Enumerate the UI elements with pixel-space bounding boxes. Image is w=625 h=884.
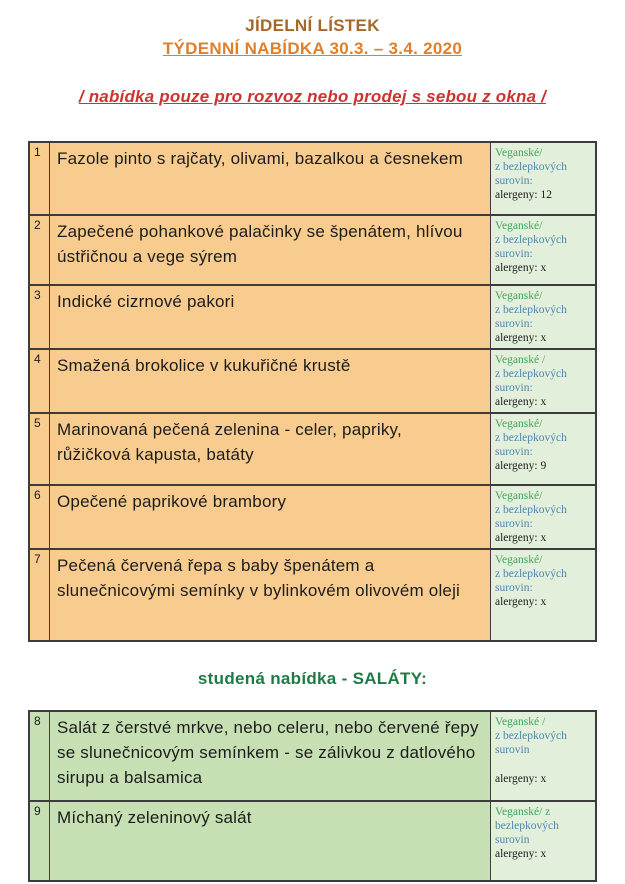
dish-name: Fazole pinto s rajčaty, olivami, bazalkou a česnekem (50, 143, 491, 214)
diet-info-cell (491, 414, 595, 484)
menu-row (30, 548, 595, 640)
diet-info-cell (491, 350, 595, 412)
allergens-label: alergeny: 12 (495, 189, 552, 201)
allergens-label: alergeny: x (495, 532, 547, 544)
vegan-label: Veganské / (495, 716, 546, 728)
vegan-label: Veganské/ (495, 220, 543, 232)
row-number: 6 (30, 486, 50, 548)
dish-name: Zapečené pohankové palačinky se špenátem, hlívou ústřičnou a vege sýrem (50, 216, 491, 284)
gluten-free-label: z bezlepkových surovin: (495, 161, 567, 187)
diet-info-cell (491, 216, 595, 284)
gluten-free-label: z bezlepkových surovin: (495, 234, 567, 260)
gluten-free-label: bezlepkových surovin (495, 820, 559, 846)
menu-row (30, 284, 595, 348)
allergens-label: alergeny: x (495, 848, 547, 860)
diet-info-cell (491, 802, 595, 880)
row-number: 7 (30, 550, 50, 640)
diet-info-cell (491, 550, 595, 640)
document-header (0, 0, 625, 59)
page-title: JÍDELNÍ LÍSTEK (245, 16, 380, 35)
dish-name: Indické cizrnové pakori (50, 286, 491, 348)
vegan-label: Veganské/ (495, 418, 543, 430)
allergens-label: alergeny: x (495, 262, 547, 274)
row-number: 2 (30, 216, 50, 284)
vegan-label: Veganské/ z (495, 806, 551, 818)
delivery-notice: / nabídka pouze pro rozvoz nebo prodej s sebou z okna / (78, 87, 547, 106)
gluten-free-label: z bezlepkových surovin: (495, 568, 567, 594)
salads-section-title: studená nabídka - SALÁTY: (197, 669, 428, 688)
dish-name: Salát z čerstvé mrkve, nebo celeru, nebo červené řepy se slunečnicovým semínkem - se zálivkou z datlového sirupu a balsamica (50, 712, 491, 800)
allergens-label: alergeny: x (495, 332, 547, 344)
menu-row (30, 348, 595, 412)
gluten-free-label: z bezlepkových surovin: (495, 432, 567, 458)
allergens-label: alergeny: x (495, 773, 547, 785)
page-subtitle: TÝDENNÍ NABÍDKA 30.3. – 3.4. 2020 (162, 39, 463, 58)
menu-row (30, 412, 595, 484)
row-number: 1 (30, 143, 50, 214)
row-number: 8 (30, 712, 50, 800)
dish-name: Míchaný zeleninový salát (50, 802, 491, 880)
dish-name: Pečená červená řepa s baby špenátem a slunečnicovými semínky v bylinkovém olivovém oleji (50, 550, 491, 640)
menu-row (30, 800, 595, 880)
cold-menu-table (28, 710, 597, 882)
diet-info-cell (491, 143, 595, 214)
diet-info-cell (491, 486, 595, 548)
menu-row (30, 484, 595, 548)
gluten-free-label: z bezlepkových surovin: (495, 504, 567, 530)
warm-menu-table (28, 141, 597, 642)
row-number: 4 (30, 350, 50, 412)
gluten-free-label: z bezlepkových surovin: (495, 368, 567, 394)
gluten-free-label: z bezlepkových surovin: (495, 304, 567, 330)
dish-name: Marinovaná pečená zelenina - celer, papriky, růžičková kapusta, batáty (50, 414, 491, 484)
menu-row (30, 143, 595, 214)
allergens-label: alergeny: x (495, 396, 547, 408)
row-number: 5 (30, 414, 50, 484)
vegan-label: Veganské / (495, 354, 546, 366)
gluten-free-label: z bezlepkových surovin (495, 730, 567, 756)
allergens-label: alergeny: x (495, 596, 547, 608)
diet-info-cell (491, 286, 595, 348)
vegan-label: Veganské/ (495, 147, 543, 159)
menu-row (30, 214, 595, 284)
allergens-label: alergeny: 9 (495, 460, 547, 472)
row-number: 3 (30, 286, 50, 348)
vegan-label: Veganské/ (495, 490, 543, 502)
vegan-label: Veganské/ (495, 554, 543, 566)
dish-name: Opečené paprikové brambory (50, 486, 491, 548)
vegan-label: Veganské/ (495, 290, 543, 302)
row-number: 9 (30, 802, 50, 880)
dish-name: Smažená brokolice v kukuřičné krustě (50, 350, 491, 412)
diet-info-cell (491, 712, 595, 800)
menu-row (30, 712, 595, 800)
